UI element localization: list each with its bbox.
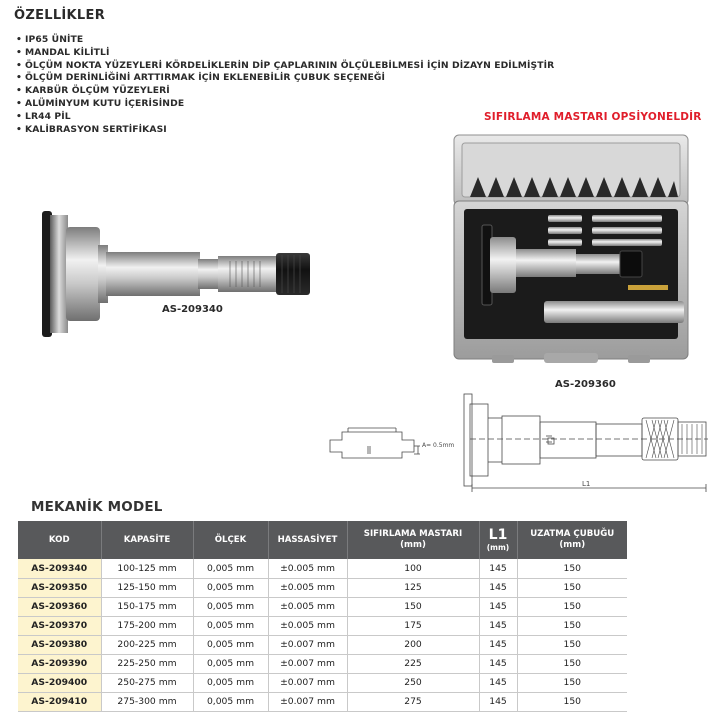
model-code-left: AS-209340: [162, 304, 223, 315]
cell-uzatma: 150: [517, 559, 627, 578]
table-row: [18, 578, 627, 597]
cell-uzatma: 150: [517, 597, 627, 616]
cell-mastar: 100: [347, 559, 479, 578]
cell-hassasiyet: ±0.005 mm: [268, 559, 347, 578]
cell-l1: 145: [479, 692, 517, 711]
cell-mastar: 275: [347, 692, 479, 711]
cell-kod: AS-209340: [18, 559, 101, 578]
feature-item: • KARBÜR ÖLÇÜM YÜZEYLERİ: [16, 85, 170, 97]
cell-olcek: 0,005 mm: [193, 597, 268, 616]
aluminum-case-image: [452, 133, 692, 365]
cell-mastar: 175: [347, 616, 479, 635]
cell-kapasite: 125-150 mm: [101, 578, 193, 597]
cell-kapasite: 150-175 mm: [101, 597, 193, 616]
cell-kapasite: 250-275 mm: [101, 673, 193, 692]
cell-olcek: 0,005 mm: [193, 578, 268, 597]
cell-l1: 145: [479, 673, 517, 692]
dimension-l1-label: L1: [582, 480, 591, 488]
table-row: [18, 654, 627, 673]
cell-l1: 145: [479, 635, 517, 654]
table-row: [18, 597, 627, 616]
optional-setting-ring-note: SIFIRLAMA MASTARI OPSİYONELDİR: [484, 111, 702, 123]
cell-kod: AS-209400: [18, 673, 101, 692]
cell-kod: AS-209390: [18, 654, 101, 673]
feature-item: • MANDAL KİLİTLİ: [16, 46, 110, 58]
cell-hassasiyet: ±0.007 mm: [268, 635, 347, 654]
col-header-olcek: ÖLÇEK: [193, 521, 268, 559]
cell-hassasiyet: ±0.007 mm: [268, 654, 347, 673]
cell-l1: 145: [479, 578, 517, 597]
cell-kapasite: 175-200 mm: [101, 616, 193, 635]
cell-kapasite: 275-300 mm: [101, 692, 193, 711]
cell-olcek: 0,005 mm: [193, 654, 268, 673]
cell-kapasite: 200-225 mm: [101, 635, 193, 654]
cell-hassasiyet: ±0.005 mm: [268, 578, 347, 597]
cell-l1: 145: [479, 654, 517, 673]
cell-olcek: 0,005 mm: [193, 616, 268, 635]
feature-item: • LR44 PİL: [16, 110, 71, 122]
cell-mastar: 150: [347, 597, 479, 616]
cell-l1: 145: [479, 616, 517, 635]
cell-kod: AS-209370: [18, 616, 101, 635]
cell-kod: AS-209360: [18, 597, 101, 616]
cell-kod: AS-209410: [18, 692, 101, 711]
bore-micrometer-image: [40, 205, 315, 345]
feature-item: • ÖLÇÜM NOKTA YÜZEYLERİ KÖRDELİKLERİN DİP ÇAPLARININ ÖLÇÜLEBİLMESİ İÇİN DİZAYN EDİLMİŞTİR: [16, 59, 555, 71]
model-code-right: AS-209360: [555, 379, 616, 390]
cell-uzatma: 150: [517, 616, 627, 635]
cell-kod: AS-209350: [18, 578, 101, 597]
table-row: [18, 559, 627, 578]
table-row: [18, 635, 627, 654]
technical-drawing: [320, 392, 710, 497]
col-header-hassasiyet: HASSASİYET: [268, 521, 347, 559]
features-title: ÖZELLİKLER: [14, 8, 106, 23]
feature-item: • ALÜMİNYUM KUTU İÇERİSİNDE: [16, 97, 185, 109]
cell-uzatma: 150: [517, 578, 627, 597]
section-title: MEKANİK MODEL: [31, 499, 163, 515]
cell-mastar: 125: [347, 578, 479, 597]
cell-l1: 145: [479, 559, 517, 578]
cell-hassasiyet: ±0.007 mm: [268, 673, 347, 692]
table-row: [18, 673, 627, 692]
col-header-l1: L1 (mm): [479, 521, 517, 559]
cell-olcek: 0,005 mm: [193, 673, 268, 692]
features-list: [16, 34, 554, 136]
cell-uzatma: 150: [517, 654, 627, 673]
feature-item: • ÖLÇÜM DERİNLİĞİNİ ARTTIRMAK İÇİN EKLENEBİLİR ÇUBUK SEÇENEĞİ: [16, 72, 386, 84]
cell-olcek: 0,005 mm: [193, 692, 268, 711]
table-row: [18, 616, 627, 635]
col-header-mastar: SIFIRLAMA MASTARI (mm): [347, 521, 479, 559]
cell-mastar: 225: [347, 654, 479, 673]
spec-table: [18, 521, 627, 712]
table-header-row: [18, 521, 627, 559]
cell-olcek: 0,005 mm: [193, 635, 268, 654]
cell-hassasiyet: ±0.007 mm: [268, 692, 347, 711]
cell-mastar: 200: [347, 635, 479, 654]
cell-kapasite: 100-125 mm: [101, 559, 193, 578]
cell-hassasiyet: ±0.005 mm: [268, 616, 347, 635]
col-header-kod: KOD: [18, 521, 101, 559]
cell-olcek: 0,005 mm: [193, 559, 268, 578]
cell-uzatma: 150: [517, 635, 627, 654]
col-header-uzatma-cubugu: UZATMA ÇUBUĞU (mm): [517, 521, 627, 559]
cell-l1: 145: [479, 597, 517, 616]
feature-item: • KALİBRASYON SERTİFİKASI: [16, 123, 167, 135]
cell-uzatma: 150: [517, 673, 627, 692]
table-row: [18, 692, 627, 711]
cell-hassasiyet: ±0.005 mm: [268, 597, 347, 616]
cell-mastar: 250: [347, 673, 479, 692]
cell-uzatma: 150: [517, 692, 627, 711]
cell-kod: AS-209380: [18, 635, 101, 654]
col-header-kapasite: KAPASİTE: [101, 521, 193, 559]
feature-item: • IP65 ÜNİTE: [16, 34, 84, 45]
dimension-a-label: A= 0.5mm: [422, 442, 455, 449]
cell-kapasite: 225-250 mm: [101, 654, 193, 673]
